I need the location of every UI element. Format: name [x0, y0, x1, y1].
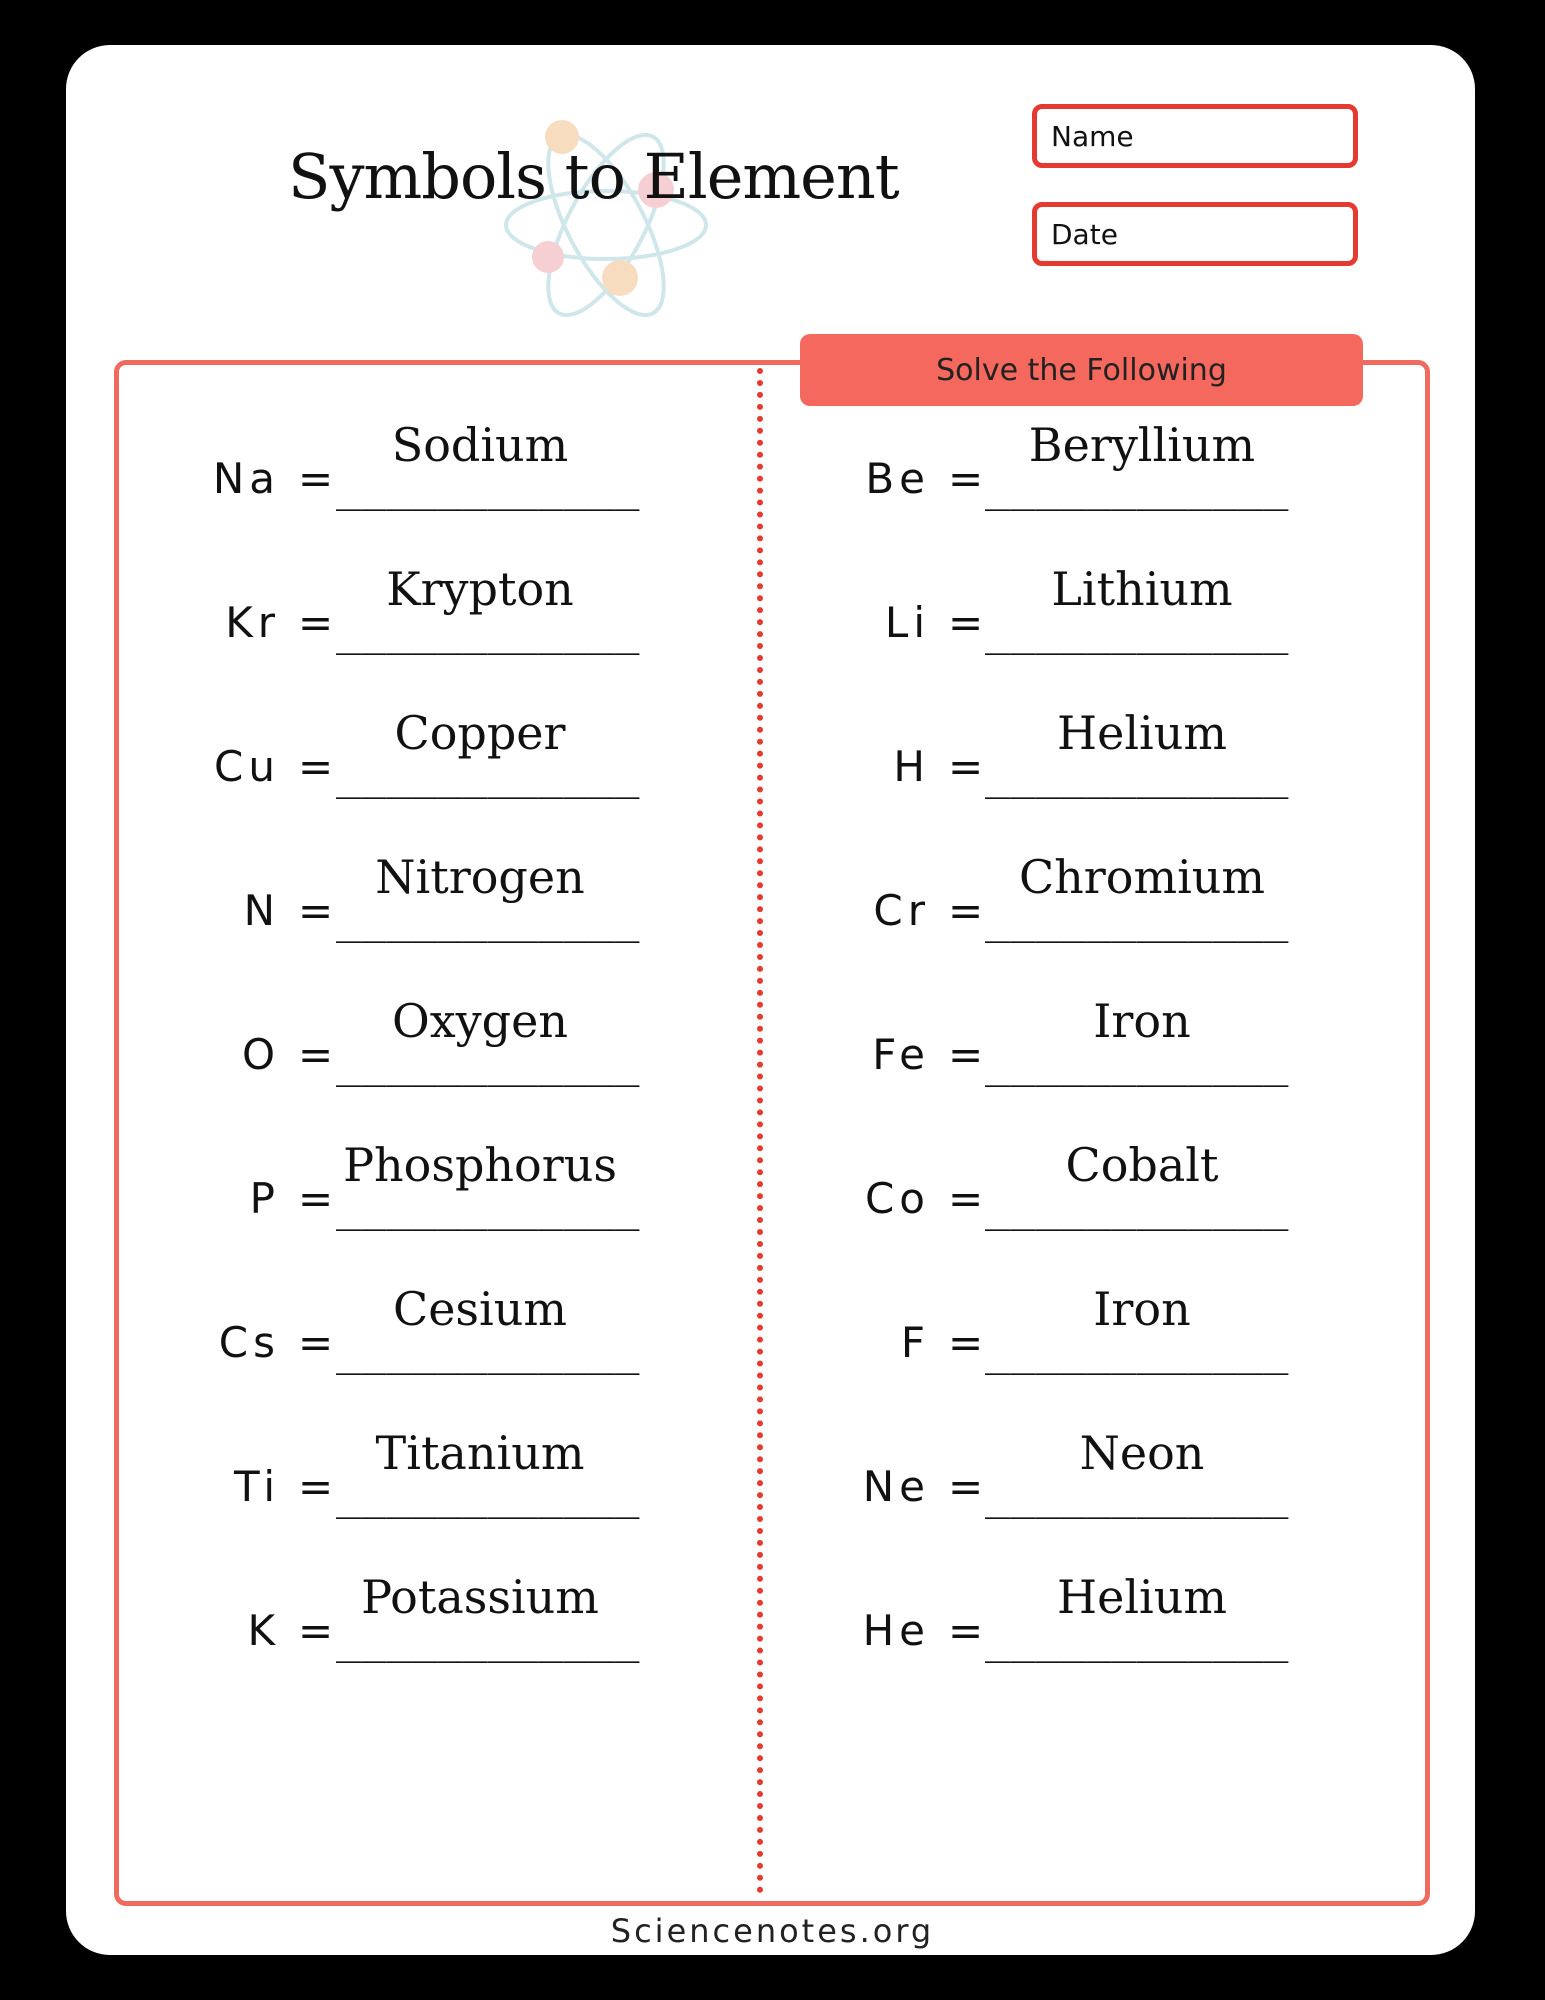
handwritten-answer: Beryllium [1028, 418, 1256, 472]
handwritten-answer: Nitrogen [375, 850, 585, 904]
handwritten-answer: Iron [1093, 1282, 1191, 1336]
handwritten-answer: Lithium [1051, 562, 1233, 616]
answer-blank[interactable]: ____________ [985, 606, 1289, 655]
element-symbol: H [893, 742, 930, 791]
element-symbol: Be [865, 454, 930, 503]
question-row [0, 444, 930, 534]
answer-blank[interactable]: ____________ [336, 894, 640, 943]
handwritten-answer: Sodium [391, 418, 569, 472]
equals-sign: = [948, 742, 989, 791]
question-row [0, 1164, 930, 1254]
handwritten-answer: Potassium [361, 1570, 599, 1624]
element-symbol: Kr [225, 598, 280, 647]
answer-blank[interactable]: ____________ [336, 1614, 640, 1663]
answer-blank[interactable]: ____________ [985, 1326, 1289, 1375]
equals-sign: = [948, 1030, 989, 1079]
equals-sign: = [948, 886, 989, 935]
name-field[interactable] [1032, 104, 1358, 168]
equals-sign: = [298, 1030, 339, 1079]
equals-sign: = [948, 1174, 989, 1223]
answer-blank[interactable]: ____________ [336, 606, 640, 655]
handwritten-answer: Neon [1079, 1426, 1205, 1480]
element-symbol: Co [864, 1174, 930, 1223]
handwritten-answer: Helium [1056, 706, 1227, 760]
answer-blank[interactable]: ____________ [336, 1182, 640, 1231]
equals-sign: = [298, 1318, 339, 1367]
equals-sign: = [298, 886, 339, 935]
answer-blank[interactable]: ____________ [985, 1470, 1289, 1519]
equals-sign: = [298, 1174, 339, 1223]
element-symbol: Li [884, 598, 930, 647]
element-symbol: He [862, 1606, 930, 1655]
equals-sign: = [948, 1462, 989, 1511]
handwritten-answer: Cesium [393, 1282, 567, 1336]
date-label: Date [1051, 218, 1118, 251]
equals-sign: = [948, 1318, 989, 1367]
element-symbol: F [900, 1318, 930, 1367]
element-symbol: N [243, 886, 280, 935]
equals-sign: = [298, 1606, 339, 1655]
worksheet-title: Symbols to Element [288, 140, 899, 213]
element-symbol: Cr [873, 886, 930, 935]
question-row [0, 1452, 930, 1542]
question-row [0, 732, 930, 822]
equals-sign: = [298, 742, 339, 791]
element-symbol: Fe [872, 1030, 930, 1079]
element-symbol: Cs [218, 1318, 280, 1367]
answer-blank[interactable]: ____________ [985, 1038, 1289, 1087]
handwritten-answer: Helium [1056, 1570, 1227, 1624]
equals-sign: = [298, 598, 339, 647]
question-row [0, 1020, 930, 1110]
handwritten-answer: Oxygen [392, 994, 568, 1048]
date-field[interactable] [1032, 202, 1358, 266]
handwritten-answer: Iron [1093, 994, 1191, 1048]
element-symbol: K [247, 1606, 280, 1655]
answer-blank[interactable]: ____________ [985, 462, 1289, 511]
element-symbol: Cu [214, 742, 280, 791]
handwritten-answer: Titanium [375, 1426, 585, 1480]
answer-blank[interactable]: ____________ [985, 1614, 1289, 1663]
atom-icon [496, 95, 716, 355]
handwritten-answer: Copper [394, 706, 566, 760]
answer-blank[interactable]: ____________ [985, 750, 1289, 799]
question-row [0, 1596, 930, 1686]
handwritten-answer: Krypton [386, 562, 574, 616]
equals-sign: = [948, 598, 989, 647]
name-label: Name [1051, 120, 1134, 153]
answer-blank[interactable]: ____________ [985, 894, 1289, 943]
footer-credit: Sciencenotes.org [610, 1912, 935, 1950]
question-row [0, 588, 930, 678]
answer-blank[interactable]: ____________ [336, 1470, 640, 1519]
element-symbol: O [241, 1030, 280, 1079]
handwritten-answer: Cobalt [1065, 1138, 1219, 1192]
question-row [0, 1308, 930, 1398]
element-symbol: Ne [862, 1462, 930, 1511]
question-row [0, 876, 930, 966]
answer-blank[interactable]: ____________ [336, 1038, 640, 1087]
element-symbol: P [249, 1174, 280, 1223]
handwritten-answer: Chromium [1018, 850, 1266, 904]
equals-sign: = [948, 454, 989, 503]
element-symbol: Ti [233, 1462, 280, 1511]
element-symbol: Na [212, 454, 280, 503]
equals-sign: = [298, 1462, 339, 1511]
handwritten-answer: Phosphorus [343, 1138, 617, 1192]
section-header: Solve the Following [800, 334, 1363, 406]
answer-blank[interactable]: ____________ [336, 750, 640, 799]
equals-sign: = [948, 1606, 989, 1655]
answer-blank[interactable]: ____________ [336, 462, 640, 511]
answer-blank[interactable]: ____________ [336, 1326, 640, 1375]
answer-blank[interactable]: ____________ [985, 1182, 1289, 1231]
equals-sign: = [298, 454, 339, 503]
